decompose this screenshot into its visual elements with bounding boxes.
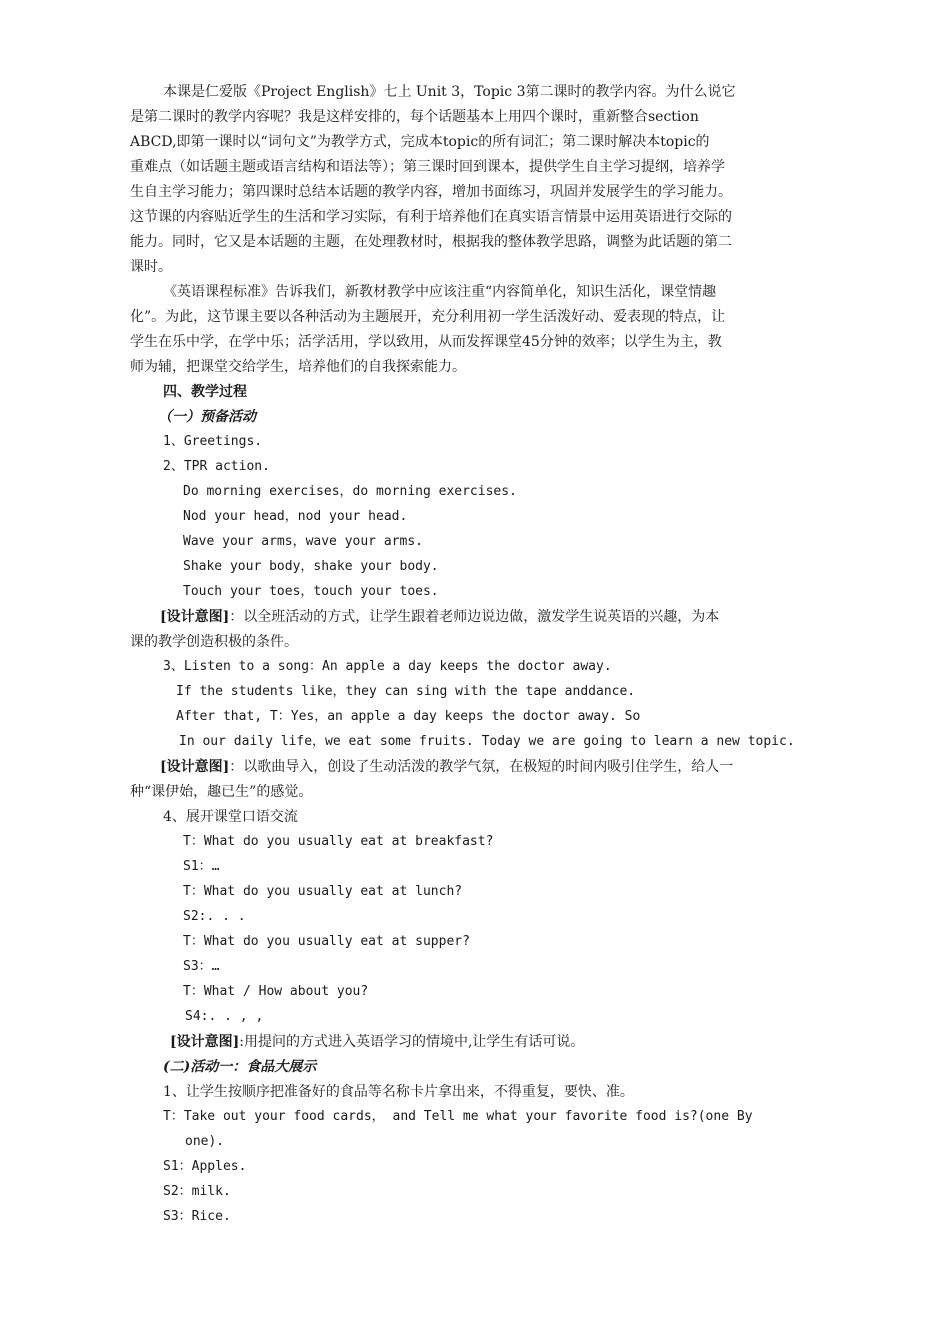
design-intent (160, 757, 733, 777)
song-line: After that, T：Yes，an apple a day keeps the doctor away. So (176, 709, 641, 724)
intro-p2-line: 师为辅，把课堂交给学生，培养他们的自我探索能力。 (130, 359, 466, 375)
intro-p2-line: 《英语课程标准》告诉我们，新教材教学中应该注重“内容简单化，知识生活化，课堂情趣 (163, 284, 717, 300)
intro-p1-line: 这节课的内容贴近学生的生活和学习实际，有利于培养他们在真实语言情景中运用英语进行交际的 (130, 209, 732, 225)
intro-p1-line: 重难点（如话题主题或语言结构和语法等）；第三课时回到课本，提供学生自主学习提纲，培养学 (130, 159, 725, 175)
design-intent (160, 607, 719, 627)
design-intent-line: 种“课伊始，趣已生”的感觉。 (130, 784, 313, 800)
intro-p1-line: 本课是仁爱版《Project English》七上 Unit 3，Topic 3第二课时的教学内容。为什么说它 (163, 84, 736, 100)
dialog-line: T：What / How about you? (183, 984, 369, 999)
tpr-line: Wave your arms，wave your arms. (183, 534, 423, 549)
tpr-line: Touch your toes，touch your toes. (183, 584, 439, 599)
dialog-line: S4:. . , , (185, 1009, 264, 1024)
design-intent-line: 课的教学创造积极的条件。 (130, 634, 298, 650)
design-intent-label: [设计意图] (170, 1034, 240, 1050)
student-answer: S1：Apples. (163, 1159, 247, 1174)
design-intent-text: :用提问的方式进入英语学习的情境中,让学生有话可说。 (239, 1034, 585, 1050)
list-item: 2、TPR action. (163, 459, 270, 474)
song-line: If the students like，they can sing with the tape anddance. (176, 684, 636, 699)
tpr-line: Nod your head，nod your head. (183, 509, 408, 524)
list-item: 1、让学生按顺序把准备好的食品等名称卡片拿出来，不得重复，要快、准。 (163, 1084, 634, 1100)
intro-p1-line: ABCD,即第一课时以“词句文”为教学方式，完成本topic的所有词汇；第二课时解决本topic的 (130, 134, 710, 150)
tpr-line: Shake your body，shake your body. (183, 559, 439, 574)
intro-p2-line: 化”。为此，这节课主要以各种活动为主题展开，充分利用初一学生活泼好动、爱表现的特点，让 (130, 309, 726, 325)
dialog-line: S1：… (183, 859, 220, 874)
design-intent-label: [设计意图] (160, 609, 230, 625)
list-item: 1、Greetings. (163, 434, 263, 449)
intro-p1-line: 生自主学习能力；第四课时总结本话题的教学内容，增加书面练习，巩固并发展学生的学习能力。 (130, 184, 732, 200)
subsection-heading: (二)活动一：食品大展示 (163, 1059, 317, 1075)
intro-p1-line: 课时。 (130, 259, 172, 275)
dialog-line: S3：… (183, 959, 220, 974)
list-item: 4、展开课堂口语交流 (163, 809, 298, 825)
dialog-line: T：What do you usually eat at supper? (183, 934, 470, 949)
dialog-line: T：What do you usually eat at breakfast? (183, 834, 494, 849)
dialog-line: T：What do you usually eat at lunch? (183, 884, 463, 899)
subsection-heading: （一）预备活动 (158, 409, 256, 425)
design-intent (170, 1032, 584, 1052)
intro-p1-line: 能力。同时，它又是本话题的主题，在处理教材时，根据我的整体教学思路，调整为此话题的第二 (130, 234, 732, 250)
list-item: 3、Listen to a song：An apple a day keeps the doctor away. (163, 659, 612, 674)
tpr-line: Do morning exercises，do morning exercises. (183, 484, 517, 499)
intro-p2-line: 学生在乐中学，在学中乐；活学活用，学以致用，从而发挥课堂45分钟的效率；以学生为主，教 (130, 334, 722, 350)
design-intent-text: ：以全班活动的方式，让学生跟着老师边说边做，激发学生说英语的兴趣，为本 (229, 609, 720, 625)
student-answer: S2：milk. (163, 1184, 231, 1199)
design-intent-text: ：以歌曲导入，创设了生动活泼的教学气氛，在极短的时间内吸引住学生，给人一 (229, 759, 734, 775)
teacher-line: T：Take out your food cards， and Tell me what your favorite food is?(one By (163, 1109, 753, 1124)
section-heading: 四、教学过程 (163, 384, 247, 400)
design-intent-label: [设计意图] (160, 759, 230, 775)
student-answer: S3：Rice. (163, 1209, 231, 1224)
intro-p1-line: 是第二课时的教学内容呢？我是这样安排的，每个话题基本上用四个课时，重新整合section (130, 109, 699, 125)
song-line: In our daily life，we eat some fruits. Today we are going to learn a new topic. (179, 734, 795, 749)
teacher-line: one). (185, 1134, 225, 1149)
dialog-line: S2:. . . (183, 909, 246, 924)
